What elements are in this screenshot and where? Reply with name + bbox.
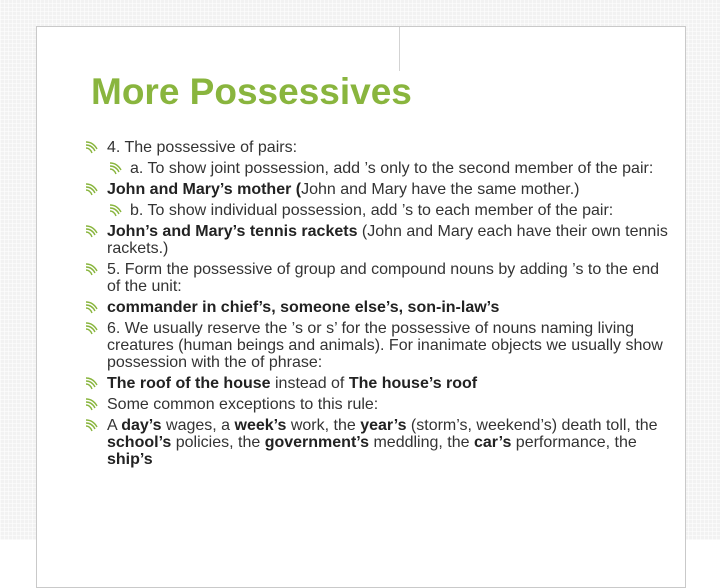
- bullet-text: 4. The possessive of pairs:: [107, 139, 298, 156]
- bullet-item: [37, 375, 685, 392]
- decorative-accent-frame: [399, 27, 686, 71]
- bullet-icon: [85, 300, 99, 314]
- bullet-icon: [85, 224, 99, 238]
- bullet-item: [37, 396, 685, 413]
- bullet-text: Some common exceptions to this rule:: [107, 396, 379, 413]
- bullet-icon: [85, 140, 99, 154]
- bullet-item: [37, 202, 685, 219]
- bullet-text: meddling, the: [369, 434, 474, 451]
- bullet-bold-text: John and Mary’s mother (: [107, 181, 302, 198]
- bullet-icon: [109, 161, 123, 175]
- slide-card: [36, 26, 686, 588]
- bullet-list: [37, 139, 685, 472]
- bullet-icon: [85, 397, 99, 411]
- bullet-text: John and Mary have the same mother.): [301, 181, 580, 198]
- bullet-bold-text: week’s: [234, 417, 287, 434]
- bullet-bold-text: day’s: [121, 417, 162, 434]
- bullet-bold-text: The roof of the house: [107, 375, 271, 392]
- bullet-text: policies, the: [171, 434, 265, 451]
- bullet-text: 5. Form the possessive of group and compound nouns by adding ’s to the end of the unit:: [107, 261, 660, 295]
- bullet-icon: [109, 203, 123, 217]
- bullet-icon: [85, 262, 99, 276]
- bullet-bold-text: year’s: [360, 417, 407, 434]
- slide-title: More Possessives: [91, 71, 412, 112]
- bullet-icon: [85, 418, 99, 432]
- bullet-item: [37, 223, 685, 257]
- bullet-text: instead of: [270, 375, 349, 392]
- bullet-item: [37, 160, 685, 177]
- bullet-bold-text: The house’s roof: [348, 375, 478, 392]
- bullet-bold-text: car’s: [473, 434, 512, 451]
- bullet-icon: [85, 321, 99, 335]
- bullet-text: wages, a: [161, 417, 235, 434]
- bullet-icon: [85, 182, 99, 196]
- bullet-bold-text: ship’s: [107, 451, 153, 468]
- bullet-text: b. To show individual possession, add ’s to each member of the pair:: [130, 202, 614, 219]
- bullet-bold-text: government’s: [264, 434, 370, 451]
- bullet-item: [37, 261, 685, 295]
- bullet-text: 6. We usually reserve the ’s or s’ for the possessive of nouns naming living creatures (human beings and animals). For inanimate objects we usually show possession with the of phrase:: [107, 320, 663, 371]
- bullet-icon: [85, 376, 99, 390]
- bullet-bold-text: school’s: [107, 434, 172, 451]
- bullet-text: (John and Mary each have their own tennis rackets.): [107, 223, 668, 257]
- bullet-text: a. To show joint possession, add ’s only to the second member of the pair:: [130, 160, 654, 177]
- bullet-text: work, the: [286, 417, 361, 434]
- bullet-item: [37, 320, 685, 371]
- bullet-text: performance, the: [511, 434, 637, 451]
- bullet-item: [37, 299, 685, 316]
- bullet-item: [37, 181, 685, 198]
- bullet-item: [37, 417, 685, 468]
- bullet-bold-text: commander in chief’s, someone else’s, son-in-law’s: [107, 299, 500, 316]
- bullet-bold-text: John’s and Mary’s tennis rackets: [107, 223, 358, 240]
- bullet-text: (storm’s, weekend’s) death toll, the: [406, 417, 658, 434]
- bullet-item: [37, 139, 685, 156]
- bullet-text: A: [107, 417, 122, 434]
